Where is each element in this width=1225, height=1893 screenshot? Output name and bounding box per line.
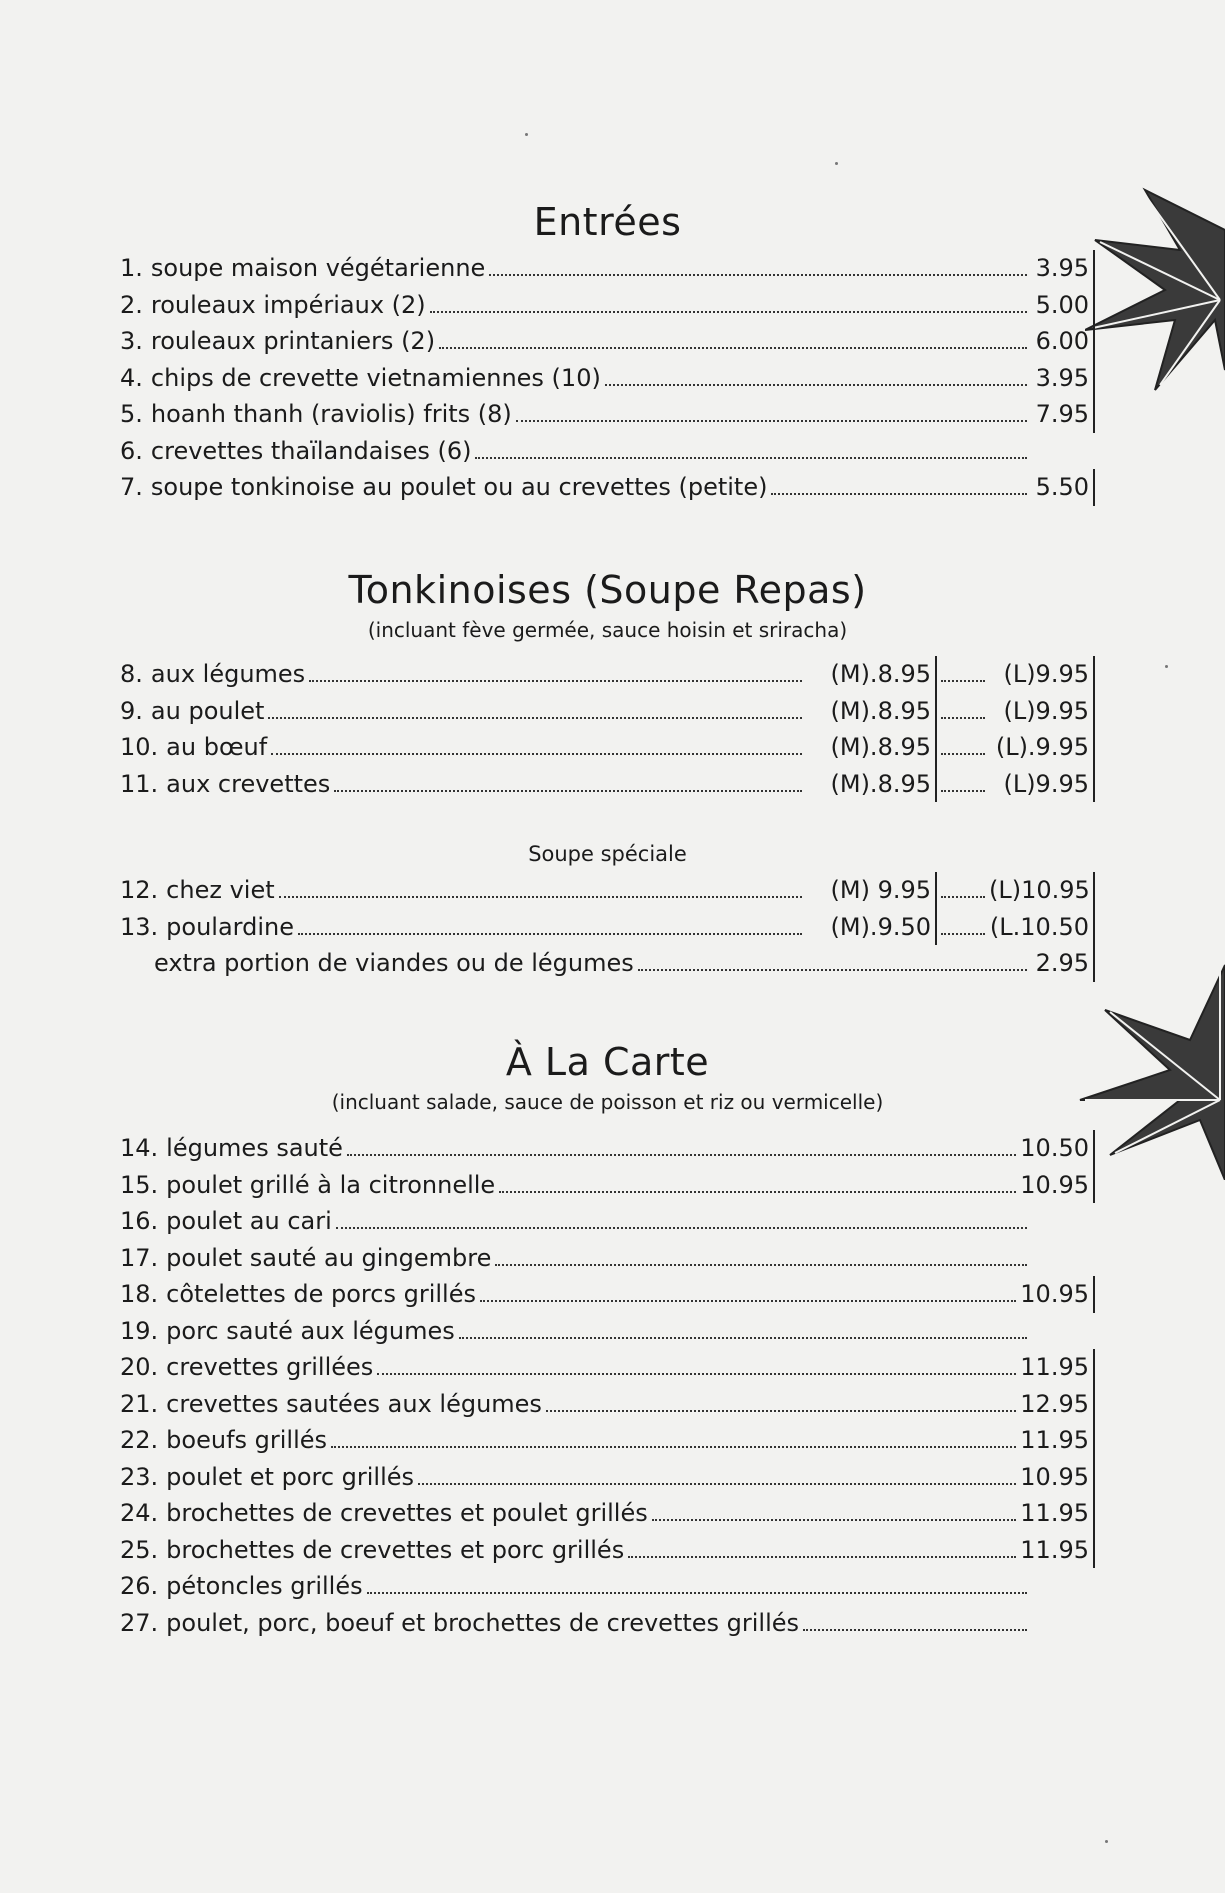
leader-dots [334,790,802,792]
leader-dots [499,1191,1016,1193]
leader-dots [459,1337,1027,1339]
list-item [120,1532,1095,1569]
item-price: 3.95 [1031,360,1095,397]
item-price: 11.95 [1020,1349,1095,1386]
item-label: boeufs grillés [166,1426,328,1454]
list-item [120,766,1095,803]
list-item [120,469,1095,506]
item-number: 20. [120,1353,159,1381]
list-item [120,909,1095,946]
item-label: poulet, porc, boeuf et brochettes de crevettes grillés [166,1608,800,1637]
item-label: crevettes grillées [166,1353,374,1381]
leader-dots [546,1410,1016,1412]
special-heading: Soupe spéciale [528,842,687,866]
list-item [120,1203,1095,1240]
maple-leaf-icon [1085,170,1225,400]
item-label: poulet et porc grillés [166,1462,415,1491]
list-item [120,1276,1095,1313]
item-number: 14. [120,1134,159,1162]
price-large: (L.10.50 [989,909,1095,946]
item-number: 18. [120,1280,159,1308]
tonkinoises-section [120,568,1095,982]
item-label: pétoncles grillés [166,1572,363,1600]
leader-dots [771,493,1027,495]
leader-dots [268,717,802,719]
item-number: 23. [120,1462,159,1491]
item-label: légumes sauté [166,1134,343,1162]
list-item [120,287,1095,324]
item-price: 10.95 [1020,1459,1095,1496]
paper-speck [1105,1840,1108,1843]
price-large: (L).9.95 [989,729,1095,766]
leader-dots [331,1446,1016,1448]
item-label: au bœuf [166,733,268,761]
item-label: brochettes de crevettes et porc grillés [166,1535,625,1564]
item-label: soupe tonkinoise au poulet ou au crevettes (petite) [150,473,768,501]
price-medium: (M).8.95 [806,656,937,693]
section-subtitle: (incluant fève germée, sauce hoisin et sriracha) [367,618,848,642]
leader-dots [439,347,1027,349]
price-large: (L)10.95 [989,872,1095,909]
price-medium: (M) 9.95 [806,872,937,909]
item-label: au poulet [150,696,265,725]
item-number: 6. [120,436,143,465]
item-price: 7.95 [1031,396,1095,433]
price-large: (L)9.95 [989,693,1095,730]
section-subtitle: (incluant salade, sauce de poisson et riz ou vermicelle) [331,1090,884,1114]
list-item [120,729,1095,766]
item-number: 19. [120,1316,159,1345]
list-item [120,1568,1095,1605]
list-item [120,1313,1095,1350]
item-number: 9. [120,696,143,725]
item-price: 10.50 [1020,1130,1095,1167]
item-number: 1. [120,254,143,282]
list-item [120,1349,1095,1386]
leader-dots [628,1556,1016,1558]
item-price: 10.95 [1020,1276,1095,1313]
item-label: aux crevettes [166,769,331,798]
item-number: 25. [120,1535,159,1564]
price-large: (L)9.95 [989,766,1095,803]
tonkinoises-list [120,656,1095,802]
item-price: 3.95 [1031,250,1095,287]
item-label: soupe maison végétarienne [150,254,486,282]
item-number: 22. [120,1426,159,1454]
item-label: extra portion de viandes ou de légumes [154,949,634,977]
item-number: 7. [120,473,143,501]
item-label: aux légumes [150,660,306,688]
entrees-section [120,200,1095,506]
list-item [120,1495,1095,1532]
price-medium: (M).8.95 [806,693,937,730]
list-item [120,656,1095,693]
item-label: crevettes sautées aux légumes [166,1389,542,1418]
paper-speck [1165,665,1168,668]
section-title: Entrées [533,200,682,244]
item-number: 2. [120,290,143,319]
item-number: 4. [120,363,143,392]
item-number: 26. [120,1572,159,1600]
item-price: 11.95 [1020,1532,1095,1569]
list-item [120,1167,1095,1204]
entrees-list [120,250,1095,506]
list-item [120,1459,1095,1496]
item-label: poulet sauté au gingembre [166,1243,492,1272]
item-price: 2.95 [1031,945,1095,982]
item-price: 5.00 [1031,287,1095,324]
leader-dots [377,1373,1016,1375]
leader-dots [367,1592,1027,1594]
leader-dots [347,1154,1016,1156]
item-price: 10.95 [1020,1167,1095,1204]
leader-dots [475,457,1027,459]
item-number: 16. [120,1207,159,1235]
leader-dots [605,384,1027,386]
item-label: poulardine [166,912,294,941]
leader-dots [516,420,1027,422]
list-item [120,1240,1095,1277]
leader-dots [336,1227,1027,1229]
item-number: 17. [120,1243,159,1272]
leader-dots [271,753,802,755]
list-item [120,323,1095,360]
item-number: 13. [120,912,159,941]
item-label: chips de crevette vietnamiennes (10) [150,363,601,392]
leader-dots [803,1629,1027,1631]
price-medium: (M).8.95 [806,766,937,803]
item-label: rouleaux printaniers (2) [150,327,436,355]
list-item [120,945,1095,982]
section-title: Tonkinoises (Soupe Repas) [348,568,867,612]
leader-dots [652,1519,1017,1521]
item-label: poulet grillé à la citronnelle [166,1170,496,1199]
leader-dots [638,969,1027,971]
item-price: 11.95 [1020,1422,1095,1459]
leader-dots [489,274,1027,276]
list-item [120,1130,1095,1167]
item-label: côtelettes de porcs grillés [166,1280,476,1308]
paper-speck [835,162,838,165]
item-number: 15. [120,1170,159,1199]
leader-dots [430,311,1027,313]
paper-speck [525,133,528,136]
list-item [120,1422,1095,1459]
a-la-carte-list [120,1130,1095,1641]
item-number: 5. [120,400,143,428]
list-item [120,433,1095,470]
item-label: crevettes thaïlandaises (6) [150,436,472,465]
item-label: porc sauté aux légumes [166,1316,455,1345]
leader-dots [480,1300,1016,1302]
list-item [120,250,1095,287]
list-item [120,693,1095,730]
item-price: 12.95 [1020,1386,1095,1423]
item-number: 11. [120,769,159,798]
price-medium: (M).9.50 [806,909,937,946]
leader-dots [309,680,802,682]
item-number: 27. [120,1608,159,1637]
item-label: brochettes de crevettes et poulet grillés [166,1499,648,1527]
list-item [120,872,1095,909]
item-label: rouleaux impériaux (2) [150,290,426,319]
item-price: 5.50 [1031,469,1095,506]
item-price: 6.00 [1031,323,1095,360]
item-label: poulet au cari [166,1207,332,1235]
item-label: chez viet [166,876,275,904]
item-number: 3. [120,327,143,355]
leader-dots [298,933,802,935]
section-title: À La Carte [505,1040,710,1084]
price-medium: (M).8.95 [806,729,937,766]
item-number: 21. [120,1389,159,1418]
leader-dots [495,1264,1027,1266]
leader-dots [279,896,802,898]
list-item [120,1386,1095,1423]
price-large: (L)9.95 [989,656,1095,693]
item-number: 10. [120,733,159,761]
a-la-carte-section [120,1040,1095,1641]
special-list [120,872,1095,982]
list-item [120,396,1095,433]
leader-dots [418,1483,1016,1485]
item-number: 24. [120,1499,159,1527]
item-price: 11.95 [1020,1495,1095,1532]
item-number: 12. [120,876,159,904]
item-number: 8. [120,660,143,688]
item-label: hoanh thanh (raviolis) frits (8) [150,400,512,428]
list-item [120,1605,1095,1642]
list-item [120,360,1095,397]
